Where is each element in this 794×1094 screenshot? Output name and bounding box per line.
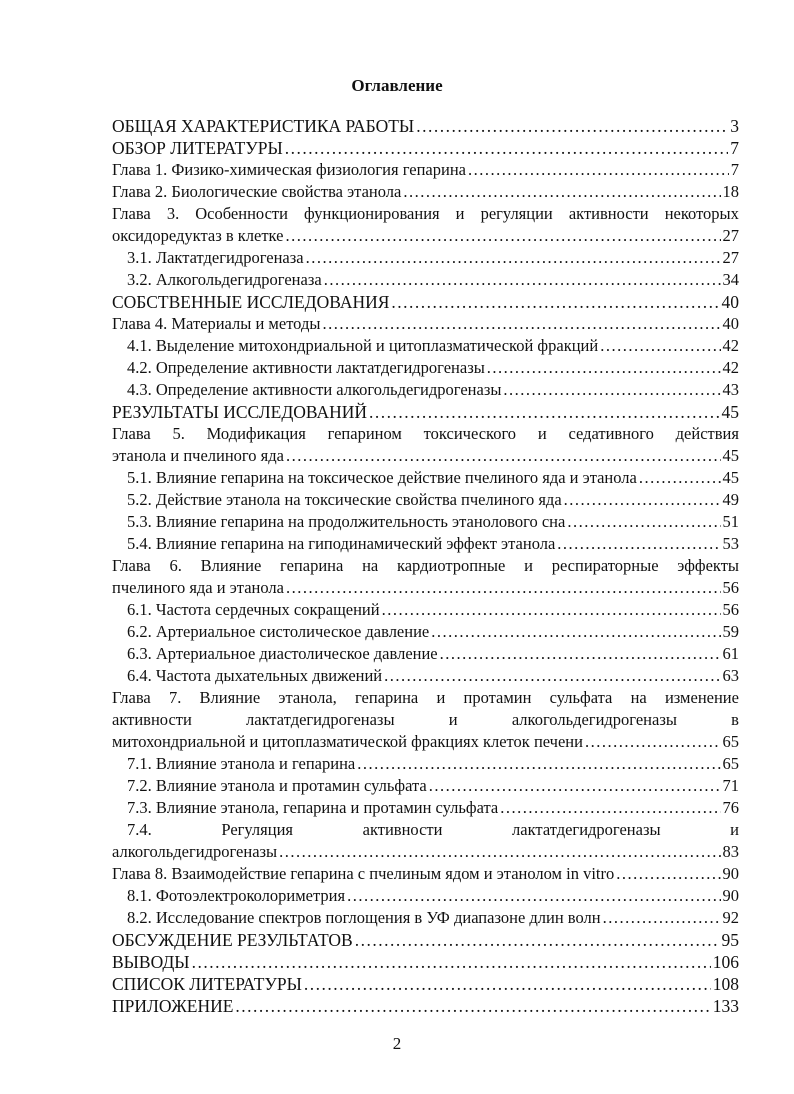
toc-entry-page: 45 <box>721 402 739 422</box>
dot-leader <box>416 115 728 137</box>
toc-entry-label: 6.1. Частота сердечных сокращений <box>127 600 380 619</box>
toc-entry-page: 106 <box>712 952 739 972</box>
toc-entry-wrapped-line <box>112 709 739 731</box>
dot-leader <box>567 511 720 533</box>
toc-entry-label: 6.2. Артериальное систолическое давление <box>127 622 430 641</box>
toc-word: Глава <box>112 204 151 223</box>
toc-word: кардиотропные <box>396 556 506 575</box>
dot-leader <box>503 379 720 401</box>
dot-leader <box>603 907 721 929</box>
dot-leader <box>306 247 721 269</box>
toc-entry[interactable] <box>112 951 739 973</box>
toc-word: и <box>436 688 446 707</box>
toc-entry-label: алкогольдегидрогеназы <box>112 842 278 861</box>
dot-leader <box>440 643 721 665</box>
toc-word: Глава <box>112 424 151 443</box>
toc-entry[interactable] <box>112 643 739 665</box>
toc-entry-page: 56 <box>722 600 739 619</box>
toc-word: протамин <box>463 688 532 707</box>
toc-word: в <box>731 710 739 729</box>
toc-entry-label: пчелиного яда и этанола <box>112 578 284 597</box>
toc-entry-page: 71 <box>722 776 739 795</box>
toc-entry-label: 8.1. Фотоэлектроколориметрия <box>127 886 346 905</box>
toc-entry-label: ОБЩАЯ ХАРАКТЕРИСТИКА РАБОТЫ <box>112 116 415 136</box>
toc-entry-page: 45 <box>722 468 739 487</box>
toc-word: и <box>455 204 465 223</box>
toc-word: сульфата <box>549 688 613 707</box>
dot-leader <box>639 467 721 489</box>
toc-word: действия <box>675 424 739 443</box>
toc-entry[interactable] <box>112 907 739 929</box>
toc-word: 3. <box>166 204 180 223</box>
toc-entry-page: 7 <box>730 138 739 158</box>
toc-word: активности <box>362 820 443 839</box>
toc-entry[interactable] <box>112 577 739 599</box>
toc-entry-page: 90 <box>722 864 739 883</box>
toc-entry-page: 63 <box>722 666 739 685</box>
dot-leader <box>487 357 721 379</box>
toc-entry[interactable] <box>112 731 739 753</box>
toc-entry[interactable] <box>112 357 739 379</box>
dot-leader <box>391 291 719 313</box>
toc-entry-label: этанола и пчелиного яда <box>112 446 284 465</box>
dot-leader <box>322 313 720 335</box>
toc-word: 7.4. <box>127 820 152 839</box>
toc-entry[interactable] <box>112 775 739 797</box>
toc-entry[interactable] <box>112 929 739 951</box>
toc-word: Глава <box>112 688 151 707</box>
toc-entry-label: 7.3. Влияние этанола, гепарина и протамин сульфата <box>127 798 499 817</box>
toc-entry-page: 53 <box>722 534 739 553</box>
toc-entry-page: 18 <box>722 182 739 201</box>
toc-entry-label: ОБСУЖДЕНИЕ РЕЗУЛЬТАТОВ <box>112 930 353 950</box>
dot-leader <box>285 137 728 159</box>
toc-entry-page: 76 <box>722 798 739 817</box>
toc-entry-wrapped-line <box>112 203 739 225</box>
toc-word: Регуляция <box>221 820 294 839</box>
dot-leader <box>500 797 720 819</box>
toc-entry[interactable] <box>112 313 739 335</box>
toc-entry-label: митохондриальной и цитоплазматической фракциях клеток печени <box>112 732 583 751</box>
toc-entry-wrapped-line <box>112 687 739 709</box>
toc-entry[interactable] <box>112 753 739 775</box>
toc-entry-label: СОБСТВЕННЫЕ ИССЛЕДОВАНИЯ <box>112 292 390 312</box>
toc-word: Особенности <box>195 204 288 223</box>
toc-entry-label: 4.2. Определение активности лактатдегидрогеназы <box>127 358 485 377</box>
toc-entry-page: 59 <box>722 622 739 641</box>
toc-entry-wrapped-line <box>112 555 739 577</box>
toc-word: Влияние <box>199 688 261 707</box>
toc-entry-page: 83 <box>722 842 739 861</box>
toc-entry[interactable] <box>112 181 739 203</box>
toc-word: изменение <box>664 688 739 707</box>
dot-leader <box>557 533 720 555</box>
toc-entry-page: 34 <box>722 270 739 289</box>
toc-entry[interactable] <box>112 137 739 159</box>
toc-word: респираторные <box>551 556 659 575</box>
toc-word: лактатдегидрогеназы <box>246 710 395 729</box>
toc-entry-page: 27 <box>722 226 739 245</box>
toc-entry-page: 108 <box>712 974 739 994</box>
dot-leader <box>429 775 721 797</box>
toc-entry-page: 65 <box>722 732 739 751</box>
toc-entry-label: 4.3. Определение активности алкогольдегидрогеназы <box>127 380 502 399</box>
toc-word: токсического <box>423 424 517 443</box>
toc-entry-label: 6.3. Артериальное диастолическое давление <box>127 644 438 663</box>
toc-entry-page: 56 <box>722 578 739 597</box>
toc-word: активности <box>112 710 192 729</box>
dot-leader <box>384 665 720 687</box>
toc-entry[interactable] <box>112 863 739 885</box>
toc-entry[interactable] <box>112 401 739 423</box>
toc-entry-page: 40 <box>721 292 739 312</box>
toc-entry[interactable] <box>112 599 739 621</box>
toc-entry-label: Глава 2. Биологические свойства этанола <box>112 182 402 201</box>
toc-entry-page: 43 <box>722 380 739 399</box>
toc-entry[interactable] <box>112 379 739 401</box>
dot-leader <box>304 973 711 995</box>
toc-word: Модификация <box>206 424 306 443</box>
dot-leader <box>369 401 719 423</box>
toc-word: активности <box>568 204 649 223</box>
toc-entry[interactable] <box>112 533 739 555</box>
toc-entry-page: 65 <box>722 754 739 773</box>
toc-entry-wrapped-line <box>112 819 739 841</box>
toc-entry-label: 7.1. Влияние этанола и гепарина <box>127 754 356 773</box>
dot-leader <box>600 335 720 357</box>
toc-entry[interactable] <box>112 797 739 819</box>
toc-entry[interactable] <box>112 885 739 907</box>
toc-entry-page: 7 <box>730 160 739 179</box>
toc-entry-page: 40 <box>722 314 739 333</box>
dot-leader <box>355 929 720 951</box>
toc-entry[interactable] <box>112 247 739 269</box>
toc-entry[interactable] <box>112 467 739 489</box>
toc-entry-page: 90 <box>722 886 739 905</box>
toc-word: 6. <box>169 556 182 575</box>
toc-entry-page: 27 <box>722 248 739 267</box>
toc-entry-label: оксидоредуктаз в клетке <box>112 226 284 245</box>
toc-entry[interactable] <box>112 335 739 357</box>
toc-entry-label: 5.1. Влияние гепарина на токсическое действие пчелиного яда и этанола <box>127 468 637 487</box>
dot-leader <box>357 753 720 775</box>
toc-entry-label: 5.4. Влияние гепарина на гиподинамический эффект этанола <box>127 534 556 553</box>
toc-word: на <box>362 556 379 575</box>
dot-leader <box>235 995 710 1017</box>
toc-entry[interactable] <box>112 489 739 511</box>
toc-entry-label: Глава 4. Материалы и методы <box>112 314 321 333</box>
page-number: 2 <box>392 1034 402 1053</box>
toc-word: и <box>524 556 533 575</box>
toc-entry-label: 5.2. Действие этанола на токсические свойства пчелиного яда <box>127 490 562 509</box>
dot-leader <box>279 841 720 863</box>
dot-leader <box>564 489 721 511</box>
toc-word: Влияние <box>200 556 262 575</box>
toc-word: функционирования <box>304 204 440 223</box>
toc-word: на <box>630 688 647 707</box>
toc-entry[interactable] <box>112 159 739 181</box>
toc-entry-page: 42 <box>722 336 739 355</box>
toc-entry-page: 3 <box>730 116 739 136</box>
table-of-contents <box>112 115 739 1017</box>
dot-leader <box>585 731 721 753</box>
toc-word: этанола, <box>278 688 337 707</box>
toc-word: и <box>448 710 458 729</box>
toc-word: и <box>537 424 547 443</box>
toc-word: гепарином <box>327 424 402 443</box>
toc-word: гепарина <box>354 688 419 707</box>
dot-leader <box>286 445 721 467</box>
toc-entry-label: 6.4. Частота дыхательных движений <box>127 666 383 685</box>
toc-entry-label: ПРИЛОЖЕНИЕ <box>112 996 234 1016</box>
toc-word: гепарина <box>280 556 344 575</box>
toc-entry-label: 8.2. Исследование спектров поглощения в УФ диапазоне длин волн <box>127 908 601 927</box>
dot-leader <box>616 863 720 885</box>
toc-entry-page: 92 <box>722 908 739 927</box>
toc-entry-page: 42 <box>722 358 739 377</box>
toc-word: 7. <box>168 688 182 707</box>
toc-entry-label: СПИСОК ЛИТЕРАТУРЫ <box>112 974 302 994</box>
dot-leader <box>403 181 720 203</box>
toc-word: регуляции <box>480 204 553 223</box>
toc-entry-label: 7.2. Влияние этанола и протамин сульфата <box>127 776 427 795</box>
toc-entry-label: 5.3. Влияние гепарина на продолжительность этанолового сна <box>127 512 566 531</box>
toc-entry-label: Глава 1. Физико-химическая физиология гепарина <box>112 160 466 179</box>
toc-entry-page: 51 <box>722 512 739 531</box>
dot-leader <box>285 225 720 247</box>
toc-word: эффекты <box>677 556 739 575</box>
toc-entry-page: 61 <box>722 644 739 663</box>
toc-entry[interactable] <box>112 291 739 313</box>
toc-entry[interactable] <box>112 995 739 1017</box>
toc-entry-page: 133 <box>712 996 739 1016</box>
toc-entry-label: 3.1. Лактатдегидрогеназа <box>127 248 304 267</box>
dot-leader <box>347 885 720 907</box>
toc-entry-wrapped-line <box>112 423 739 445</box>
toc-word: седативного <box>568 424 654 443</box>
toc-entry[interactable] <box>112 225 739 247</box>
dot-leader <box>382 599 721 621</box>
toc-word: лактатдегидрогеназы <box>512 820 661 839</box>
toc-entry[interactable] <box>112 445 739 467</box>
toc-entry-label: Глава 8. Взаимодействие гепарина с пчелиным ядом и этанолом in vitro <box>112 864 615 883</box>
toc-entry[interactable] <box>112 511 739 533</box>
toc-entry[interactable] <box>112 115 739 137</box>
toc-entry-label: 3.2. Алкогольдегидрогеназа <box>127 270 322 289</box>
toc-word: и <box>730 820 739 839</box>
dot-leader <box>468 159 729 181</box>
toc-entry-label: 4.1. Выделение митохондриальной и цитоплазматической фракций <box>127 336 599 355</box>
toc-entry[interactable] <box>112 621 739 643</box>
toc-entry-page: 95 <box>721 930 739 950</box>
toc-entry-label: ОБЗОР ЛИТЕРАТУРЫ <box>112 138 283 158</box>
toc-entry-page: 45 <box>722 446 739 465</box>
toc-entry[interactable] <box>112 269 739 291</box>
toc-entry-label: РЕЗУЛЬТАТЫ ИССЛЕДОВАНИЙ <box>112 402 368 422</box>
toc-word: алкогольдегидрогеназы <box>511 710 677 729</box>
dot-leader <box>286 577 721 599</box>
toc-entry[interactable] <box>112 841 739 863</box>
dot-leader <box>192 951 711 973</box>
toc-entry-page: 49 <box>722 490 739 509</box>
page-title: Оглавление <box>351 76 443 95</box>
toc-word: некоторых <box>664 204 739 223</box>
toc-word: Глава <box>112 556 151 575</box>
toc-entry-label: ВЫВОДЫ <box>112 952 190 972</box>
toc-entry[interactable] <box>112 973 739 995</box>
dot-leader <box>431 621 720 643</box>
dot-leader <box>324 269 721 291</box>
toc-entry[interactable] <box>112 665 739 687</box>
toc-word: 5. <box>172 424 185 443</box>
